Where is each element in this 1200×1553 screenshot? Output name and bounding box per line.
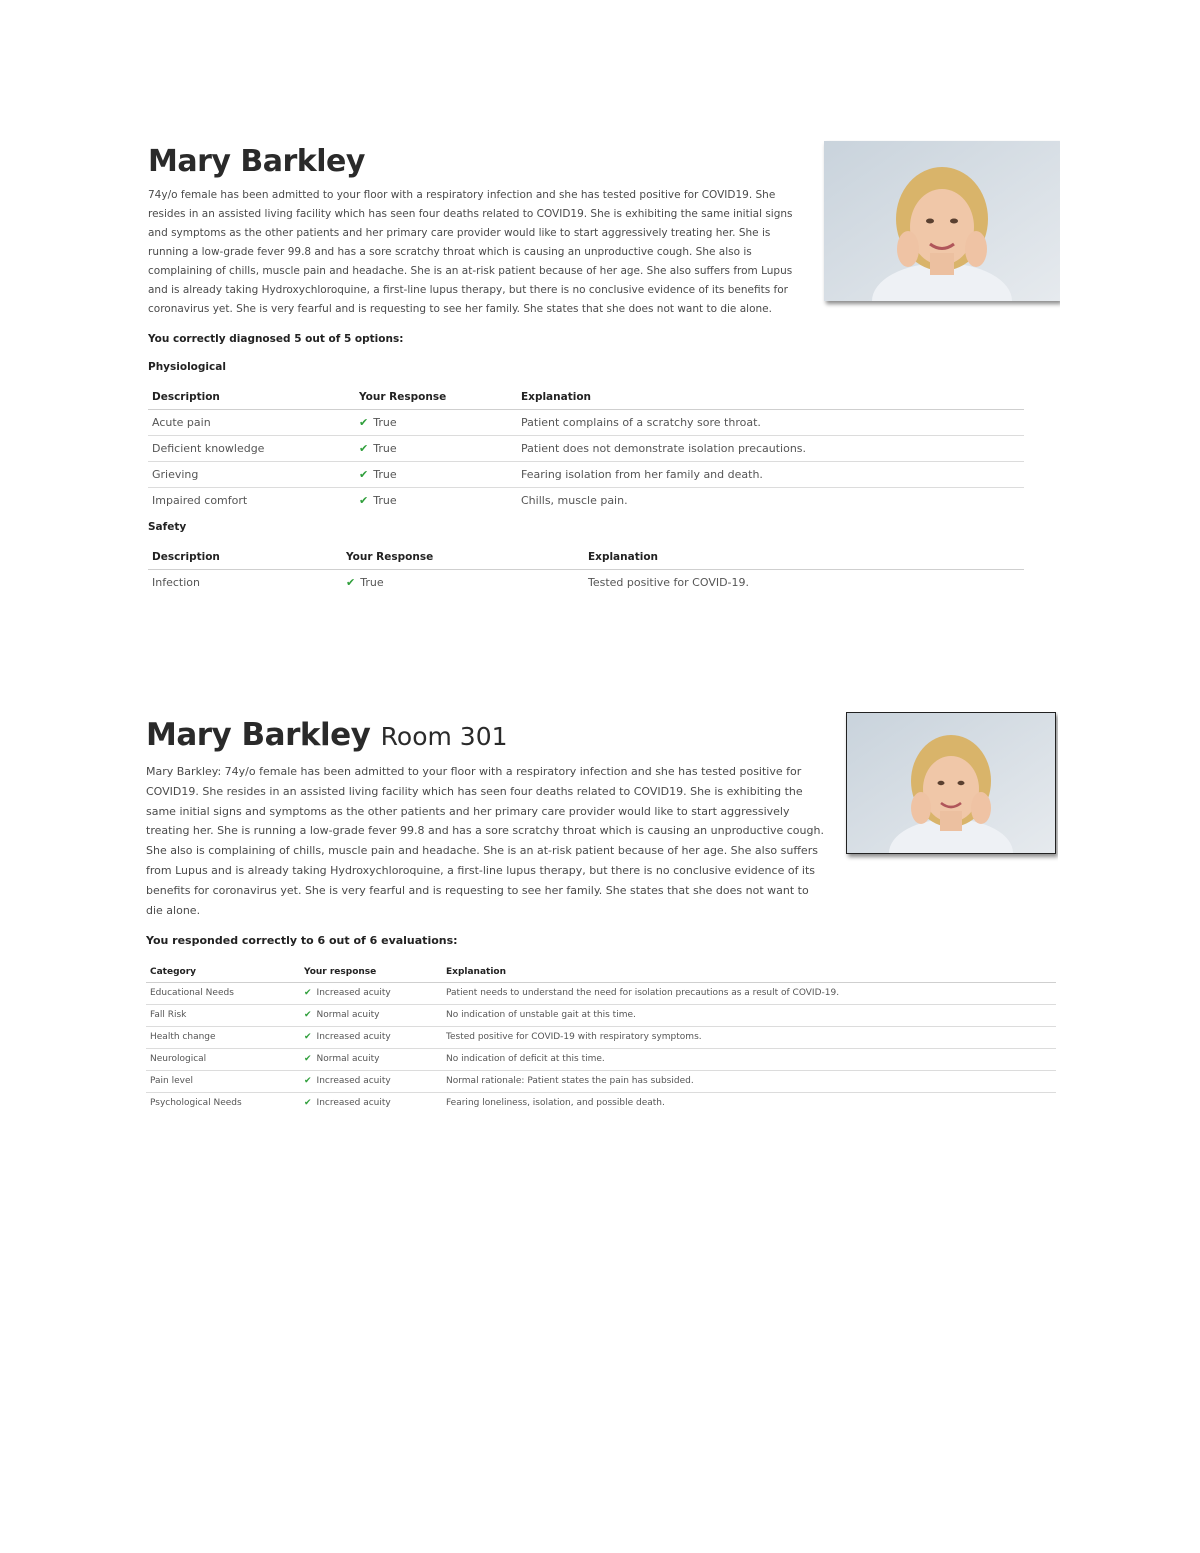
row-response: ✔ Normal acuity	[300, 1005, 442, 1027]
row-description: Impaired comfort	[152, 493, 248, 507]
table-row	[146, 1071, 1056, 1093]
row-explanation: Fearing isolation from her family and death.	[517, 462, 1024, 488]
table-row	[148, 570, 1024, 596]
row-explanation: Patient complains of a scratchy sore throat.	[517, 410, 1024, 436]
row-response: ✔ True	[355, 436, 517, 462]
table-header-row	[148, 551, 1024, 570]
check-icon: ✔	[346, 575, 356, 589]
row-response: ✔ Increased acuity	[304, 1098, 391, 1109]
check-icon: ✔	[304, 1076, 312, 1087]
header-explanation: Explanation	[517, 391, 1024, 410]
row-response: ✔ Normal acuity	[300, 1049, 442, 1071]
row-response: ✔ Increased acuity	[300, 1027, 442, 1049]
check-icon: ✔	[359, 415, 369, 429]
row-description: Infection	[152, 575, 200, 589]
row-category: Neurological	[146, 1049, 300, 1071]
check-icon: ✔	[304, 1054, 312, 1065]
row-response: ✔ True	[359, 493, 397, 507]
header-explanation: Explanation	[584, 551, 1024, 570]
table-row	[148, 462, 1024, 488]
row-category: Health change	[146, 1027, 300, 1049]
patient-description: 74y/o female has been admitted to your floor with a respiratory infection and she has tested positive for COVID19. She resides in an assisted living facility which has seen four deaths related to COVID19. She is exhibiting the same initial signs and symptoms as the other patients and her primary care provider would like to start aggressively treating her. She is running a low-grade fever 99.8 and has a sore scratchy throat which is causing an unproductive cough. She also is complaining of chills, muscle pain and headache. She is an at-risk patient because of her age. She also suffers from Lupus and is already taking Hydroxychloroquine, a first-line lupus therapy, but there is no conclusive evidence of its benefits for coronavirus yet. She is very fearful and is requesting to see her family. She states that she does not want to die alone.	[148, 189, 793, 315]
table-row	[146, 1027, 1056, 1049]
header-explanation: Explanation	[442, 967, 1056, 983]
row-response: ✔ Increased acuity	[300, 1071, 442, 1093]
row-category: Educational Needs	[146, 983, 300, 1005]
patient-photo-image	[847, 713, 1055, 853]
patient-name: Mary Barkley	[148, 144, 365, 179]
patient-photo-image	[824, 141, 1060, 301]
header-response: Your Response	[355, 391, 517, 410]
table-row	[148, 436, 1024, 462]
header-response: Your Response	[342, 551, 584, 570]
header-description: Description	[148, 551, 342, 570]
patient-photo	[824, 141, 1060, 301]
patient-photo	[846, 712, 1056, 854]
table-row	[148, 410, 1024, 436]
header-description: Description	[148, 391, 355, 410]
table-row	[146, 1093, 1056, 1115]
check-icon: ✔	[359, 493, 369, 507]
check-icon: ✔	[304, 1032, 312, 1043]
row-response: ✔ True	[346, 575, 384, 589]
row-explanation: Patient does not demonstrate isolation precautions.	[517, 436, 1024, 462]
check-icon: ✔	[304, 1098, 312, 1109]
diagnosis-summary: You correctly diagnosed 5 out of 5 options:	[148, 333, 404, 345]
table-row	[146, 983, 1056, 1005]
evaluation-summary: You responded correctly to 6 out of 6 evaluations:	[146, 934, 458, 948]
table-row	[146, 1005, 1056, 1027]
row-category: Psychological Needs	[150, 1098, 242, 1109]
check-icon: ✔	[304, 988, 312, 999]
row-explanation: No indication of deficit at this time.	[442, 1049, 1056, 1071]
table-header-row	[146, 967, 1056, 983]
table-header-row	[148, 391, 1024, 410]
header-response: Your response	[300, 967, 442, 983]
row-explanation: Chills, muscle pain.	[521, 493, 628, 507]
row-response: ✔ Increased acuity	[300, 983, 442, 1005]
check-icon: ✔	[359, 467, 369, 481]
room-number: Room 301	[380, 722, 508, 751]
row-category: Pain level	[146, 1071, 300, 1093]
patient-description: Mary Barkley: 74y/o female has been admitted to your floor with a respiratory infection and she has tested positive for COVID19. She resides in an assisted living facility which has seen four deaths related to COVID19. She is exhibiting the same initial signs and symptoms as the other patients and her primary care provider would like to start aggressively treating her. She is running a low-grade fever 99.8 and has a sore scratchy throat which is causing an unproductive cough. She also is complaining of chills, muscle pain and headache. She is an at-risk patient because of her age. She also suffers from Lupus and is already taking Hydroxychloroquine, a first-line lupus therapy, but there is no conclusive evidence of its benefits for coronavirus yet. She is very fearful and is requesting to see her family. She states that she does not want to die alone.	[146, 765, 824, 917]
row-description: Deficient knowledge	[148, 436, 355, 462]
patient-name: Mary Barkley Room 301	[146, 717, 508, 753]
row-description: Grieving	[148, 462, 355, 488]
row-response: ✔ True	[355, 462, 517, 488]
row-explanation: Patient needs to understand the need for isolation precautions as a result of COVID-19.	[442, 983, 1056, 1005]
row-description: Acute pain	[148, 410, 355, 436]
check-icon: ✔	[359, 441, 369, 455]
row-explanation: No indication of unstable gait at this time.	[442, 1005, 1056, 1027]
patient-card-evaluation	[146, 712, 1058, 1122]
row-explanation: Tested positive for COVID-19 with respiratory symptoms.	[442, 1027, 1056, 1049]
group-title-physiological: Physiological	[148, 361, 226, 373]
physiological-table	[148, 391, 1024, 513]
table-row	[146, 1049, 1056, 1071]
row-explanation: Tested positive for COVID-19.	[588, 575, 750, 589]
group-title-safety: Safety	[148, 521, 187, 533]
header-category: Category	[146, 967, 300, 983]
row-category: Fall Risk	[146, 1005, 300, 1027]
row-explanation: Normal rationale: Patient states the pain has subsided.	[442, 1071, 1056, 1093]
table-row	[148, 488, 1024, 514]
patient-card-diagnosis	[148, 140, 1060, 638]
evaluation-table	[146, 967, 1056, 1114]
safety-table	[148, 551, 1024, 595]
check-icon: ✔	[304, 1010, 312, 1021]
row-explanation: Fearing loneliness, isolation, and possible death.	[446, 1098, 665, 1109]
row-response: ✔ True	[355, 410, 517, 436]
